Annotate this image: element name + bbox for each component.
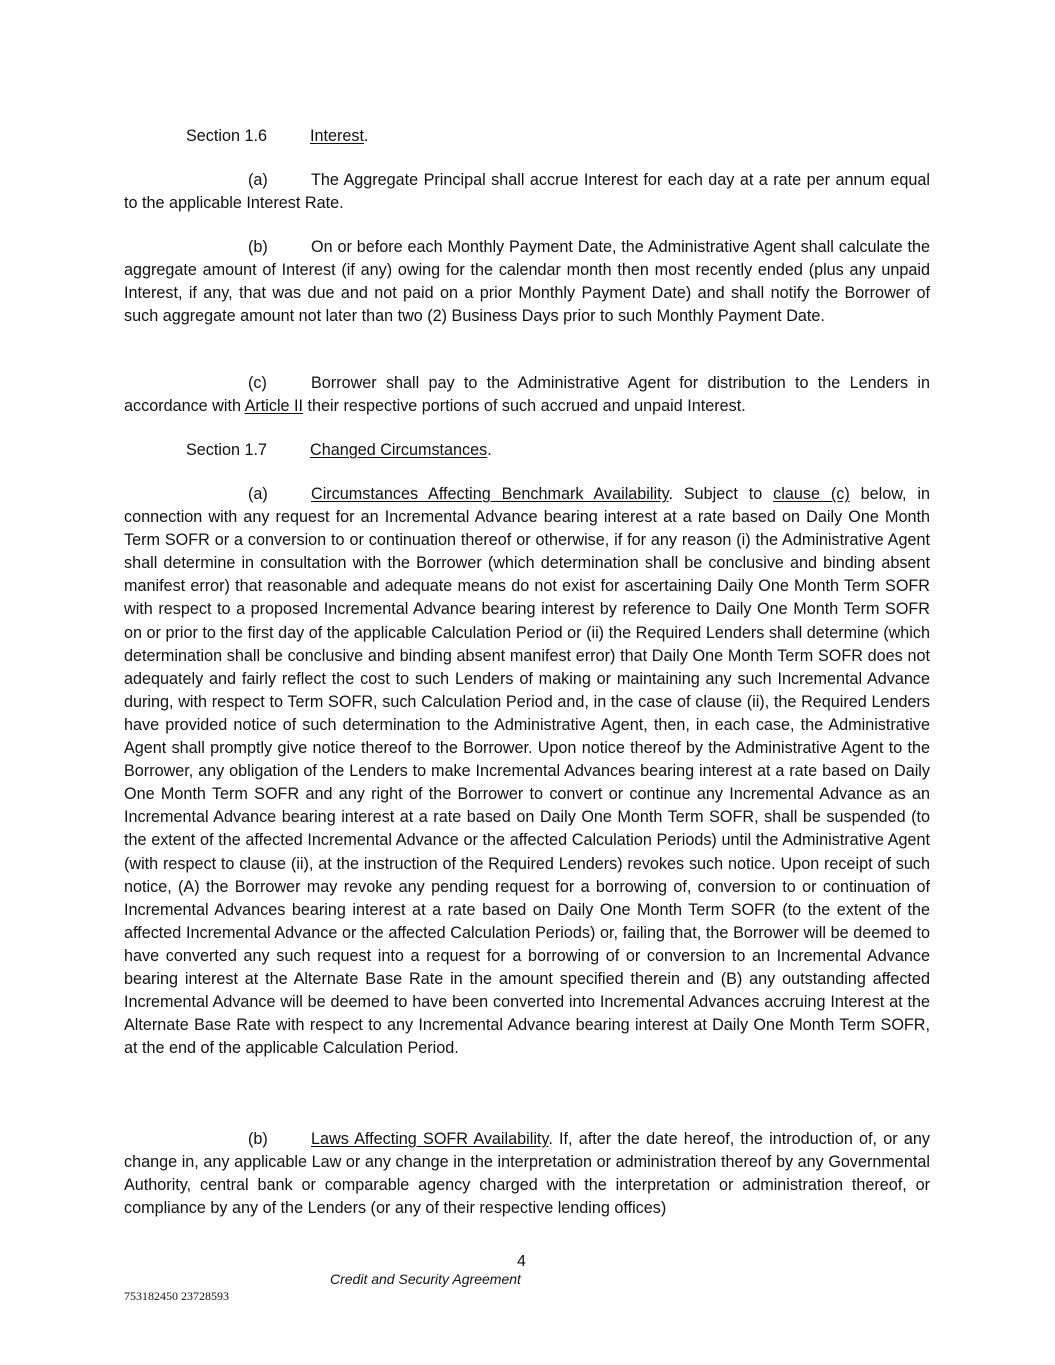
section-title: Interest	[310, 127, 364, 145]
document-id: 753182450 23728593	[124, 1289, 229, 1303]
section-1-6-heading: Section 1.6 Interest.	[186, 125, 930, 148]
para-heading: Circumstances Affecting Benchmark Availability	[311, 485, 669, 503]
para-marker: (b)	[248, 238, 268, 256]
article-ii-reference: Article II	[244, 397, 304, 416]
para-text: their respective portions of such accrued and unpaid Interest.	[303, 397, 746, 416]
para-marker: (a)	[248, 171, 268, 189]
para-text: On or before each Monthly Payment Date, the Administrative Agent shall calculate the aggregate amount of Interest (if any) owing for the calendar month then most recently ended (plus any unpaid Interest, if any, that was due and not paid on a prior Monthly Payment Date) and shall notify the Borrower of such aggregate amount not later than two (2) Business Days prior to such Monthly Payment Date.	[124, 238, 930, 326]
section-1-6-para-a	[124, 169, 930, 215]
para-text: Borrower shall pay to the Administrative Agent for distribution to the Lenders in accordance with	[124, 374, 930, 416]
section-1-7-para-a	[124, 483, 930, 1060]
para-text: . Subject to	[668, 485, 774, 503]
para-marker: (a)	[248, 485, 268, 503]
section-1-6-para-b	[124, 236, 930, 328]
para-marker: (c)	[248, 374, 267, 392]
clause-c-reference: clause (c)	[773, 485, 850, 503]
section-1-6-para-c	[124, 372, 930, 418]
para-text: The Aggregate Principal shall accrue Interest for each day at a rate per annum equal to the applicable Interest Rate.	[124, 171, 930, 213]
section-number: Section 1.7	[186, 441, 267, 459]
para-text: . If, after the date hereof, the introduction of, or any change in, any applicable Law or any change in the interpretation or administration thereof by any Governmental Authority, central bank or comparable agency charged with the interpretation or administration thereof, or compliance by any of the Lenders (or any of their respective lending offices)	[124, 1130, 930, 1218]
section-1-7-para-b	[124, 1128, 930, 1220]
para-text: below, in connection with any request for an Incremental Advance bearing interest at a rate based on Daily One Month Term SOFR or a conversion to or continuation thereof or otherwise, if for any reason (i) the Administrative Agent shall determine in consultation with the Borrower (which determination shall be conclusive and binding absent manifest error) that reasonable and adequate means do not exist for ascertaining Daily One Month Term SOFR with respect to a proposed Incremental Advance bearing interest by reference to Daily One Month Term SOFR on or prior to the first day of the applicable Calculation Period or (ii) the Required Lenders shall determine (which determination shall be conclusive and binding absent manifest error) that Daily One Month Term SOFR does not adequately and fairly reflect the cost to such Lenders of making or maintaining any such Incremental Advance during, with respect to Term SOFR, such Calculation Period and, in the case of clause (ii), the Required Lenders have provided notice of such determination to the Administrative Agent, then, in each case, the Administrative Agent shall promptly give notice thereof to the Borrower. Upon notice thereof by the Administrative Agent to the Borrower, any obligation of the Lenders to make Incremental Advances bearing interest at a rate based on Daily One Month Term SOFR and any right of the Borrower to convert or continue any Incremental Advance as an Incremental Advance bearing interest at a rate based on Daily One Month Term SOFR, shall be suspended (to the extent of the affected Incremental Advance or the affected Calculation Periods) until the Administrative Agent (with respect to clause (ii), at the instruction of the Required Lenders) revokes such notice. Upon receipt of such notice, (A) the Borrower may revoke any pending request for a borrowing of, conversion to or continuation of Incremental Advances bearing interest at a rate based on Daily One Month Term SOFR (to the extent of the affected Incremental Advance or the affected Calculation Periods) or, failing that, the Borrower will be deemed to have converted any such request into a request for a borrowing of or conversion to an Incremental Advance bearing interest at the Alternate Base Rate in the amount specified therein and (B) any outstanding affected Incremental Advance will be deemed to have been converted into Incremental Advances accruing Interest at the Alternate Base Rate with respect to any Incremental Advance bearing interest at Daily One Month Term SOFR, at the end of the applicable Calculation Period.	[124, 485, 930, 1058]
para-heading: Laws Affecting SOFR Availability	[311, 1130, 549, 1148]
page-number: 4	[517, 1253, 526, 1270]
para-marker: (b)	[248, 1130, 268, 1148]
section-number: Section 1.6	[186, 127, 267, 145]
document-title: Credit and Security Agreement	[330, 1271, 521, 1287]
section-title: Changed Circumstances	[310, 441, 488, 459]
section-1-7-heading: Section 1.7 Changed Circumstances.	[186, 439, 930, 462]
